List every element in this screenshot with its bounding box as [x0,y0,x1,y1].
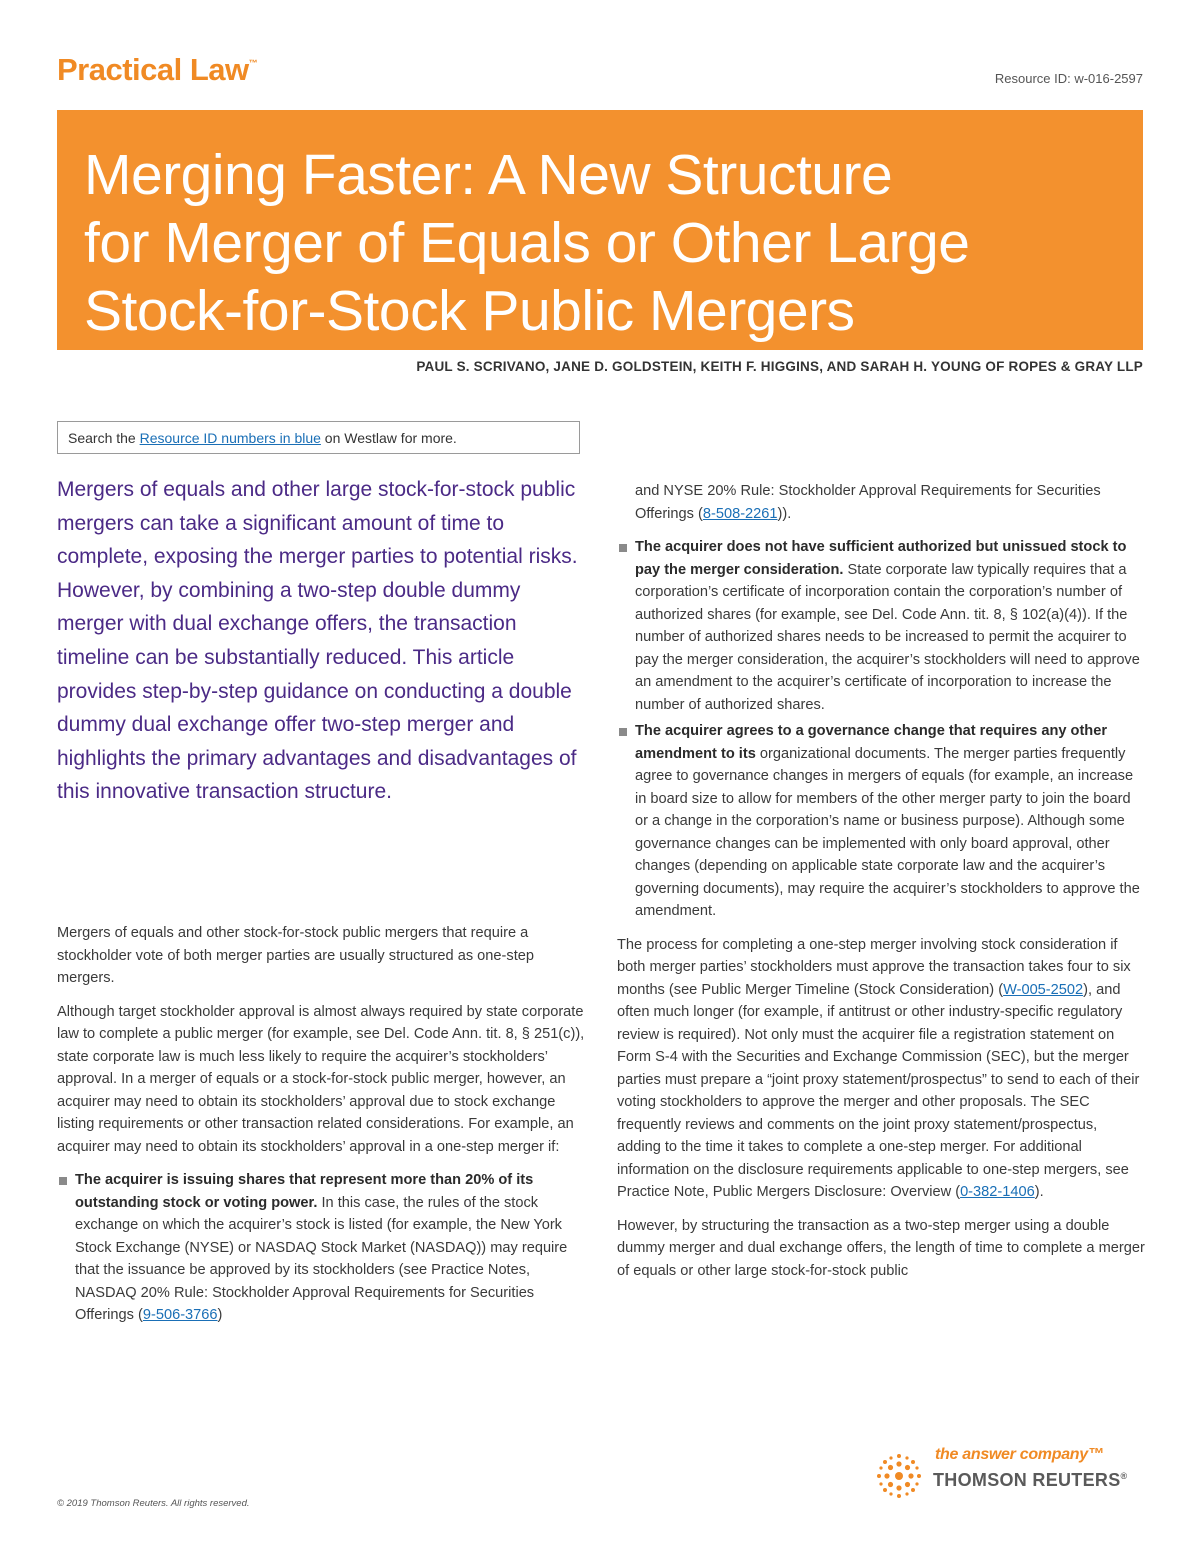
search-note-box [57,421,580,454]
body-paragraph: However, by structuring the transaction as a two-step merger using a double dummy merger and dual exchange offers, the length of time to complete a merger of equals or other large stock-for-stock public [617,1217,1145,1279]
bullet-lead: The acquirer does not have sufficient authorized but unissued stock to pay the merger consideration. [635,539,1127,578]
right-column [617,480,1145,1293]
paragraph-text-end: ). [1034,1184,1044,1200]
title-banner [57,110,1143,350]
brand-tagline: the answer company™ [935,1446,1104,1463]
resource-id: Resource ID: w-016-2597 [994,71,1143,86]
title-line-2: for Merger of Equals or Other Large [84,211,970,275]
square-bullet-icon [619,544,627,552]
bullet-list [57,1169,585,1327]
body-paragraph [617,934,1145,1204]
resource-link[interactable]: 9-506-3766 [142,1307,218,1323]
body-paragraph: Mergers of equals and other stock-for-stock public mergers that require a stockholder vote of both merger parties are usually structured as one-step mergers. [57,925,534,986]
paragraph-text: ), and often much longer (for example, if antitrust or other industry-specific regulatory review is required). Not only must the acquirer file a registration statement on Form S-4 with the Securities and Exchange Commission (SEC), but the merger parties must prepare a “joint proxy statement/prospectus” to send to each of their voting stockholders to approve the merger and other proposals. The SEC frequently reviews and comments on the joint proxy statement/prospectus, adding to the time it takes to complete a one-step merger. For additional information on the disclosure requirements applicable to one-step mergers, see Practice Note, Public Mergers Disclosure: Overview ( [617,981,1140,1200]
resource-link[interactable]: W-005-2502 [1003,981,1084,998]
left-column [57,922,585,1338]
continued-text-end: )). [777,505,792,522]
resource-id-link[interactable]: Resource ID numbers in blue [139,430,321,446]
list-item [57,1169,585,1327]
paragraph-text: The process for completing a one-step merger involving stock consideration if both merger parties’ stockholders must approve the transaction takes four to six months (see Public Merger Timeline (Stock Consideration) ( [617,936,1131,998]
continued-text: and NYSE 20% Rule: Stockholder Approval Requirements for Securities Offerings ( [635,483,1101,522]
lede-paragraph: Mergers of equals and other large stock-for-stock public mergers can take a significant amount of time to complete, exposing the merger parties to potential risks. However, by combining a two-step double dummy merger with dual exchange offers, the transaction timeline can be substantially reduced. This article provides step-by-step guidance on conducting a double dummy dual exchange offer two-step merger and highlights the primary advantages and disadvantages of this innovative transaction structure. [57,478,578,804]
bullet-text: organizational documents. The merger parties frequently agree to governance changes in mergers of equals (for example, an increase in board size to allow for members of the other merger party to join the board or a change in the corporation’s name or business purpose). Although some governance changes can be implemented with only board approval, other changes (depending on applicable state corporate law and the acquirer’s governing documents), may require the acquirer’s stockholders to approve the amendment. [635,745,1140,919]
bullet-text: In this case, the rules of the stock exchange on which the acquirer’s stock is listed (for example, the New York Stock Exchange (NYSE) or NASDAQ Stock Market (NASDAQ)) may require that the issuance be approved by its stockholders (see Practice Notes, NASDAQ 20% Rule: Stockholder Approval Requirements for Securities Offerings ( [75,1194,568,1323]
brand-name: THOMSON REUTERS® [933,1470,1128,1490]
square-bullet-icon [619,728,627,736]
search-note-suffix: on Westlaw for more. [320,430,457,446]
list-item [617,536,1145,716]
bullet-text-end: ) [217,1307,223,1323]
bullet-text: State corporate law typically requires that a corporation’s certificate of incorporation contain the corporation’s number of authorized shares (for example, see Del. Code Ann. tit. 8, § 102(a)(4)). If the number of authorized shares needs to be increased to permit the acquirer to pay the merger consideration, the acquirer’s stockholders will need to approve an amendment to the acquirer’s certificate of incorporation to increase the number of authorized shares. [635,561,1140,713]
resource-link[interactable]: 0-382-1406 [960,1184,1035,1200]
bullet-lead: The acquirer agrees to a governance change that requires any other amendment to its [635,723,1108,762]
copyright-notice: © 2019 Thomson Reuters. All rights reserved. [57,1498,250,1509]
continued-bullet-text [617,480,1145,525]
title-line-3: Stock-for-Stock Public Mergers [84,279,855,343]
bullet-lead: The acquirer is issuing shares that represent more than 20% of its outstanding stock or voting power. [75,1172,534,1211]
bullet-list [617,536,1145,923]
body-paragraph: Although target stockholder approval is almost always required by state corporate law to complete a public merger (for example, see Del. Code Ann. tit. 8, § 251(c)), state corporate law is much less likely to require the acquirer’s stockholders’ approval. In a merger of equals or a stock-for-stock public merger, however, an acquirer may need to obtain its stockholders’ approval due to stock exchange listing requirements or other transaction related considerations. For example, an acquirer may need to obtain its stockholders’ approval in a one-step merger if: [57,1003,585,1155]
resource-link[interactable]: 8-508-2261 [702,505,778,522]
thomson-reuters-logo-icon [875,1452,923,1500]
authors-line: PAUL S. SCRIVANO, JANE D. GOLDSTEIN, KEITH F. HIGGINS, AND SARAH H. YOUNG OF ROPES & GRAY LLP [416,359,1143,374]
square-bullet-icon [59,1177,67,1185]
practical-law-logo: Practical Law™ [57,52,258,87]
title-line-1: Merging Faster: A New Structure [84,143,893,207]
page-title [84,141,1134,345]
search-note-prefix: Search the [68,430,140,446]
list-item [617,720,1145,923]
